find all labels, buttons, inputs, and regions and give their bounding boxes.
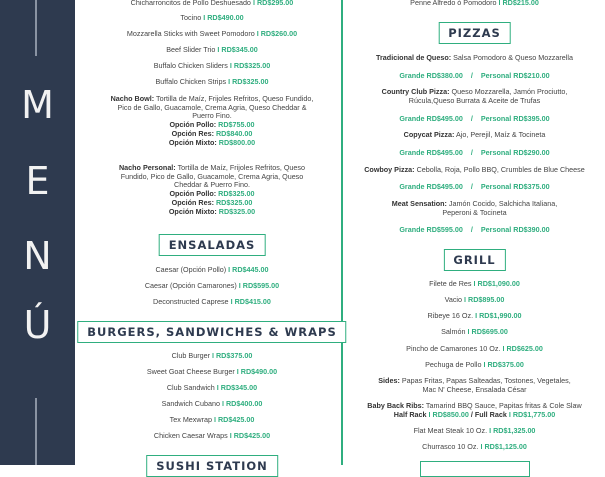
menu-item: Flat Meat Steak 10 Oz. I RD$1,325.00 xyxy=(413,426,536,435)
nacho-option: Opción Pollo: RD$325.00 xyxy=(169,189,255,198)
menu-item: Caesar (Opción Camarones) I RD$595.00 xyxy=(144,281,280,290)
pizza-desc: Meat Sensation: Jamón Cocido, Salchicha Italiana, xyxy=(391,199,558,208)
section-title-grill: GRILL xyxy=(443,249,505,271)
nacho-personal-desc: Cheddar & Puerro Fino. xyxy=(174,180,250,190)
pizza-desc: Cowboy Pizza: Cebolla, Roja, Pollo BBQ, Crumbles de Blue Cheese xyxy=(364,165,585,174)
menu-item: Salmón I RD$695.00 xyxy=(441,327,508,336)
menu-item: Deconstructed Caprese I RD$415.00 xyxy=(153,297,271,306)
pizza-price-row: Grande RD$495.00 / Personal RD$395.00 xyxy=(399,114,550,123)
menu-item: Tex Mexwrap I RD$425.00 xyxy=(169,415,255,424)
pizza-price-row: Grande RD$380.00 / Personal RD$210.00 xyxy=(399,71,550,80)
section-title-next xyxy=(420,461,530,477)
pizza-desc: Country Club Pizza: Queso Mozzarella, Jamón Prociutto, xyxy=(381,87,568,96)
menu-letter-m: M xyxy=(21,83,54,127)
menu-item: Ribeye 16 Oz. I RD$1,990.00 xyxy=(427,311,522,320)
section-title-burgers: BURGERS, SANDWICHES & WRAPS xyxy=(77,321,346,343)
menu-letter-u: Ú xyxy=(23,303,52,347)
menu-item: Beef Slider Trio I RD$345.00 xyxy=(166,45,258,54)
pizza-price-row: Grande RD$495.00 / Personal RD$290.00 xyxy=(399,148,550,157)
menu-item: Tocino I RD$490.00 xyxy=(180,13,244,22)
ribs-price-row: Half Rack I RD$850.00 / Full Rack I RD$1,775.00 xyxy=(393,409,556,419)
menu-item: Mozzarella Sticks with Sweet Pomodoro I RD$260.00 xyxy=(126,29,298,38)
sides-desc: Mac N' Cheese, Ensalada César xyxy=(422,384,527,394)
pizza-desc: Tradicional de Queso: Salsa Pomodoro & Queso Mozzarella xyxy=(376,53,573,62)
sidebar-line-top xyxy=(35,0,37,56)
nacho-bowl-desc: Pico de Gallo, Guacamole, Crema Agria, Queso Cheddar & xyxy=(117,102,307,112)
sidebar-line-bottom xyxy=(35,398,37,465)
nacho-option: Opción Res: RD$325.00 xyxy=(171,198,253,207)
nacho-option: Opción Mixto: RD$800.00 xyxy=(168,138,256,147)
nacho-option: Opción Res: RD$840.00 xyxy=(171,129,253,138)
menu-item: Penne Alfredo ó Pomodoro I RD$215.00 xyxy=(410,0,539,7)
menu-item: Sandwich Cubano I RD$400.00 xyxy=(161,399,263,408)
menu-item: Chicharroncitos de Pollo Deshuesado I RD$295.00 xyxy=(130,0,294,7)
left-column xyxy=(87,0,337,473)
section-title-sushi: SUSHI STATION xyxy=(146,455,278,477)
menu-item: Vacio I RD$895.00 xyxy=(444,295,505,304)
pizza-price-row: Grande RD$495.00 / Personal RD$375.00 xyxy=(399,182,550,191)
menu-item: Filete de Res I RD$1,090.00 xyxy=(429,279,520,288)
menu-item: Club Sandwich I RD$345.00 xyxy=(166,383,258,392)
pizza-desc: Rúcula,Queso Burrata & Aceite de Trufas xyxy=(408,95,541,105)
ribs-desc: Baby Back Ribs: Tamarind BBQ Sauce, Papitas fritas & Cole Slaw xyxy=(367,401,582,410)
section-title-pizzas: PIZZAS xyxy=(438,22,511,44)
menu-item: Chicken Caesar Wraps I RD$425.00 xyxy=(153,431,271,440)
menu-item: Pechuga de Pollo I RD$375.00 xyxy=(425,360,524,369)
menu-sidebar xyxy=(0,0,75,465)
nacho-bowl-desc: Nacho Bowl: Tortilla de Maíz, Frijoles Refritos, Queso Fundido, xyxy=(110,94,314,103)
nacho-option: Opción Mixto: RD$325.00 xyxy=(168,207,256,216)
section-title-ensaladas: ENSALADAS xyxy=(159,234,266,256)
menu-item: Buffalo Chicken Strips I RD$325.00 xyxy=(155,77,269,86)
pizza-desc: Copycat Pizza: Ajo, Perejil, Maíz & Tocineta xyxy=(403,130,546,139)
menu-item: Caesar (Opción Pollo) I RD$445.00 xyxy=(155,265,269,274)
menu-letter-n: N xyxy=(23,234,52,278)
column-divider xyxy=(341,0,343,465)
menu-item: Buffalo Chicken Sliders I RD$325.00 xyxy=(153,61,271,70)
nacho-option: Opción Pollo: RD$755.00 xyxy=(169,120,255,129)
menu-letter-e: E xyxy=(25,159,50,203)
pizza-desc: Peperoni & Tocineta xyxy=(442,207,507,217)
sides-desc: Sides: Papas Fritas, Papas Salteadas, Tostones, Vegetales, xyxy=(378,376,571,385)
nacho-bowl-desc: Puerro Fino. xyxy=(192,111,232,121)
right-column xyxy=(347,0,602,465)
menu-item: Churrasco 10 Oz. I RD$1,125.00 xyxy=(422,442,527,451)
nacho-personal-desc: Fundido, Pico de Gallo, Guacamole, Crema Agria, Queso xyxy=(120,171,304,181)
menu-item: Pincho de Camarones 10 Oz. I RD$625.00 xyxy=(406,344,543,353)
nacho-personal-desc: Nacho Personal: Tortilla de Maíz, Frijoles Refritos, Queso xyxy=(118,163,305,172)
menu-item: Club Burger I RD$375.00 xyxy=(171,351,253,360)
menu-item: Sweet Goat Cheese Burger I RD$490.00 xyxy=(146,367,278,376)
pizza-price-row: Grande RD$595.00 / Personal RD$390.00 xyxy=(399,225,550,234)
